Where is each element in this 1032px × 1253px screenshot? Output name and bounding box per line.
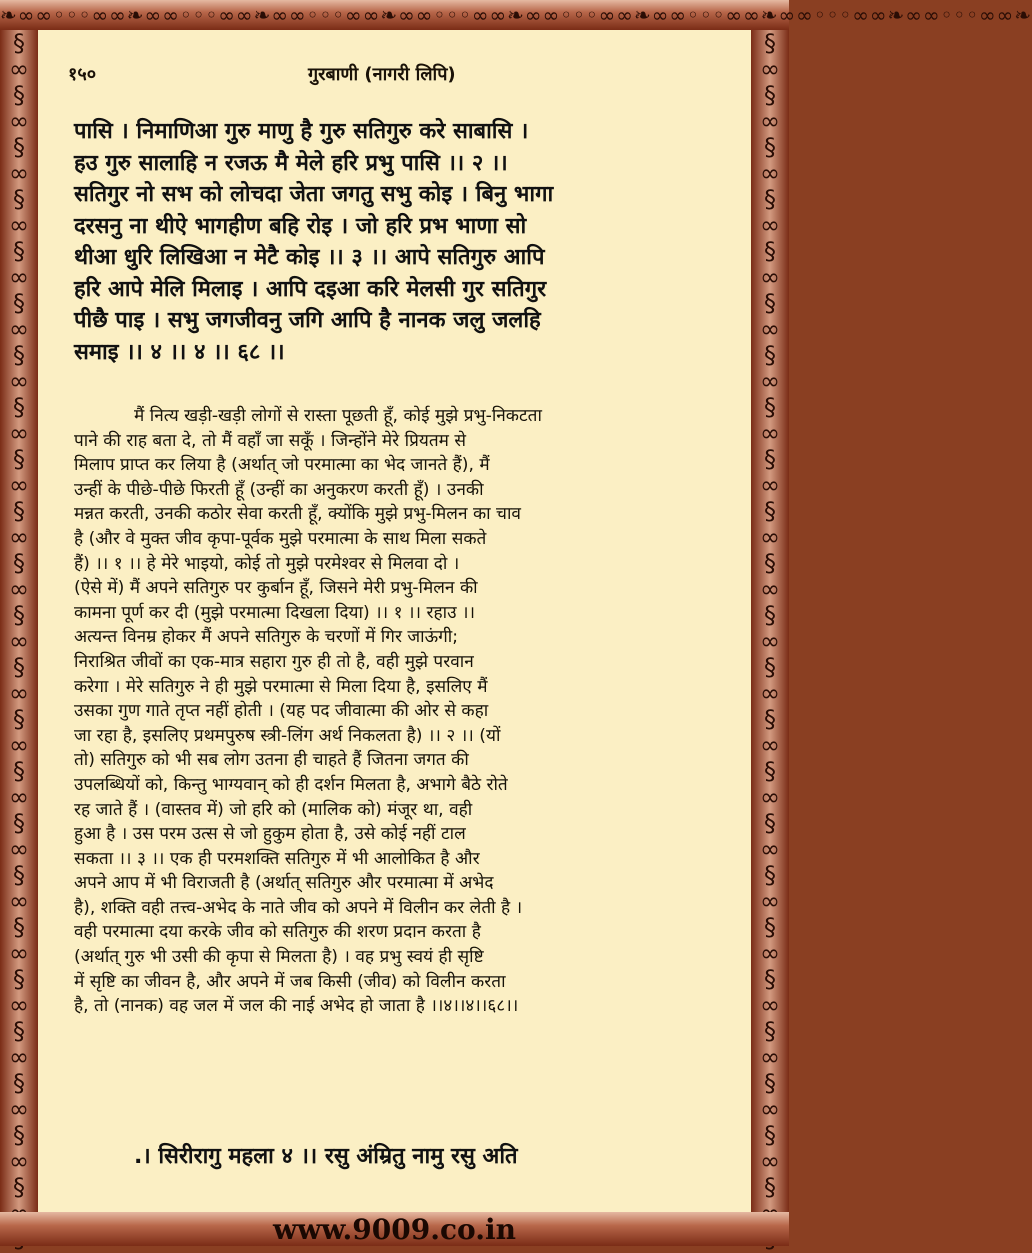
frame-border-right: § ∞ § ∞ § ∞ § ∞ § ∞ § ∞ § ∞ § ∞ § ∞ § ∞ § ∞ § ∞ § ∞ § ∞ § ∞ § ∞ § ∞ § ∞ § ∞ § ∞ § ∞ § ∞ § (751, 30, 789, 1212)
meaning-line: उपलब्धियों को, किन्तु भाग्यवान् को ही दर्शन मिलता है, अभागे बैठे रोते (74, 774, 508, 795)
meaning-line: अपने आप में भी विराजती है (अर्थात् सतिगुरु और परमात्मा में अभेद (74, 873, 494, 894)
meaning-line: (ऐसे में) मैं अपने सतिगुरु पर कुर्बान हूँ, जिसने मेरी प्रभु-मिलन की (74, 578, 478, 599)
hindi-meaning (74, 404, 736, 1019)
meaning-line: वही परमात्मा दया करके जीव को सतिगुरु की शरण प्रदान करता है (74, 922, 481, 943)
meaning-line: हैं) ।। १ ।। हे मेरे भाइयो, कोई तो मुझे परमेश्वर से मिलवा दो । (74, 553, 460, 574)
meaning-line: है, तो (नानक) वह जल में जल की नाई अभेद हो जाता है ।।४।।४।।६८।। (74, 996, 519, 1017)
gurbani-line: सतिगुर नो सभ को लोचदा जेता जगतु सभु कोइ । बिनु भागा (74, 182, 554, 207)
page-title: गुरबाणी (नागरी लिपि) (308, 64, 456, 85)
meaning-line: उसका गुण गाते तृप्त नहीं होती । (यह पद जीवात्मा की ओर से कहा (74, 701, 489, 722)
meaning-line: जा रहा है, इसलिए प्रथमपुरुष स्त्री-लिंग अर्थ निकलता है) ।। २ ।। (यों (74, 725, 501, 746)
meaning-line: अत्यन्त विनम्र होकर मैं अपने सतिगुरु के चरणों में गिर जाऊंगी; (74, 627, 459, 648)
meaning-line: मिलाप प्राप्त कर लिया है (अर्थात् जो परमात्मा का भेद जानते हैं), मैं (74, 455, 490, 476)
meaning-line: करेगा । मेरे सतिगुरु ने ही मुझे परमात्मा से मिला दिया है, इसलिए मैं (74, 676, 488, 697)
page-header (68, 62, 728, 88)
meaning-line: है), शक्ति वही तत्त्व-अभेद के नाते जीव को अपने में विलीन कर लेती है । (74, 897, 523, 918)
meaning-line: में सृष्टि का जीवन है, और अपने में जब किसी (जीव) को विलीन करता (74, 971, 506, 992)
gurbani-line: थीआ धुरि लिखिआ न मेटै कोइ ।। ३ ।। आपे सतिगुरु आपि (74, 245, 545, 270)
meaning-line: तो) सतिगुरु को भी सब लोग उतना ही चाहते हैं जितना जगत की (74, 750, 469, 771)
meaning-line: कामना पूर्ण कर दी (मुझे परमात्मा दिखला दिया) ।। १ ।। रहाउ ।। (74, 602, 476, 623)
gurbani-verse (74, 116, 734, 368)
meaning-line: पाने की राह बता दे, तो मैं वहाँ जा सकूँ । जिन्होंने मेरे प्रियतम से (74, 430, 467, 451)
meaning-line: है (और वे मुक्त जीव कृपा-पूर्वक मुझे परमात्मा के साथ मिला सकते (74, 528, 487, 549)
page-sheet (38, 30, 751, 1212)
meaning-line: हुआ है । उस परम उत्स से जो हुकुम होता है, उसे कोई नहीं टाल (74, 824, 466, 845)
gurbani-line: हउ गुरु सालाहि न रजऊ मै मेले हरि प्रभु पासि ।। २ ।। (74, 150, 508, 176)
next-section-heading: .। सिरीरागु महला ४ ।। रसु अंम्रितु नामु रसु अति (134, 1144, 518, 1169)
gurbani-line: पासि । निमाणिआ गुरु माणु है गुरु सतिगुरु करे साबासि । (74, 119, 529, 144)
meaning-line: मैं नित्य खड़ी-खड़ी लोगों से रास्ता पूछती हूँ, कोई मुझे प्रभु-निकटता (134, 406, 542, 426)
frame-border-top: ❧∞∞◦◦◦∞∞❧∞∞◦◦◦∞∞❧∞∞◦◦◦∞∞❧∞∞◦◦◦∞∞❧∞∞◦◦◦∞∞❧∞∞◦◦◦∞∞❧∞∞◦◦◦∞∞❧∞∞◦◦◦∞∞❧ (0, 0, 789, 30)
website-url: www.9009.co.in (273, 1213, 516, 1246)
meaning-line: (अर्थात् गुरु भी उसी की कृपा से मिलता है) । वह प्रभु स्वयं ही सृष्टि (74, 947, 484, 968)
meaning-line: रह जाते हैं । (वास्तव में) जो हरि को (मालिक को) मंजूर था, वही (74, 799, 473, 820)
meaning-line: सकता ।। ३ ।। एक ही परमशक्ति सतिगुरु में भी आलोकित है और (74, 848, 480, 869)
meaning-line: निराश्रित जीवों का एक-मात्र सहारा गुरु ही तो है, वही मुझे परवान (74, 651, 474, 672)
gurbani-line: पीछै पाइ । सभु जगजीवनु जगि आपि है नानक जलु जलहि (74, 308, 541, 333)
frame-border-left: § ∞ § ∞ § ∞ § ∞ § ∞ § ∞ § ∞ § ∞ § ∞ § ∞ § ∞ § ∞ § ∞ § ∞ § ∞ § ∞ § ∞ § ∞ § ∞ § ∞ § ∞ § ∞ § (0, 30, 38, 1212)
meaning-line: उन्हीं के पीछे-पीछे फिरती हूँ (उन्हीं का अनुकरण करती हूँ) । उनकी (74, 479, 484, 500)
gurbani-line: समाइ ।। ४ ।। ४ ।। ६८ ।। (74, 339, 285, 365)
meaning-line: मन्नत करती, उनकी कठोर सेवा करती हूँ, क्योंकि मुझे प्रभु-मिलन का चाव (74, 504, 521, 525)
gurbani-line: दरसनु ना थीऐ भागहीण बहि रोइ । जो हरि प्रभ भाणा सो (74, 213, 527, 239)
gurbani-line: हरि आपे मेलि मिलाइ । आपि दइआ करि मेलसी गुर सतिगुर (74, 276, 547, 302)
page-number: १५० (68, 64, 97, 85)
